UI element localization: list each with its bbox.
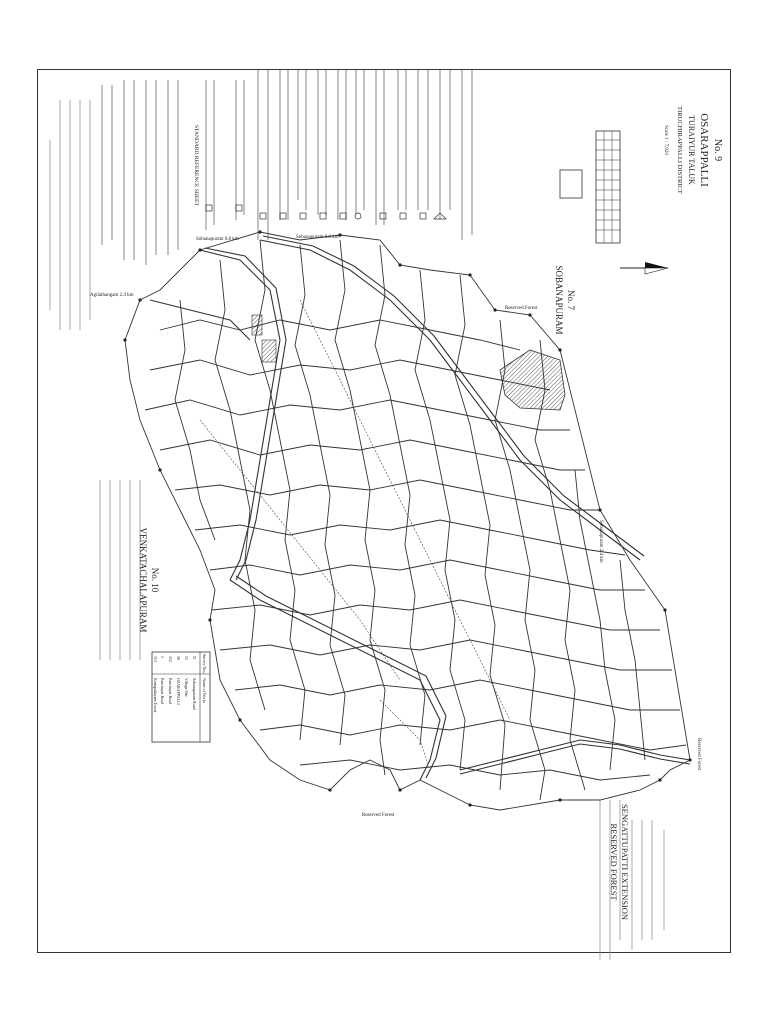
hatched-forest-area (500, 350, 565, 410)
table-cell: Panchayat Road (168, 678, 173, 704)
index-box (560, 170, 582, 198)
road-label-5: Reserved Forest (505, 306, 538, 311)
east-neighbour-line1: SENGATTUPATTI EXTENSION (620, 803, 630, 921)
table-cell: Panchayat Road (160, 678, 165, 704)
table-cell: 112 (168, 656, 173, 662)
table-cell: OSARAPPALLI (176, 678, 181, 705)
taluk-name: TURAIYUR TALUK (687, 115, 696, 185)
scale-text: Scale 1 : 7,920 (663, 125, 668, 155)
north-neighbour-number: No. 7 (566, 290, 576, 310)
west-neighbour-name: VENKATACHALAPURAM (138, 527, 148, 633)
road-label-3: Agilathangam 2.4 km (90, 293, 134, 298)
table-cell: 56 (176, 656, 181, 660)
village-number: No. 9 (712, 138, 723, 162)
table-header-survey: Survey Nos. (202, 654, 207, 674)
table-cell: Sobanapuram Road (192, 678, 197, 710)
village-site-area (252, 315, 262, 335)
road-label-6: Reserved Forest (362, 813, 395, 818)
legend-title: STANDARD REFERENCE SHEET (193, 125, 199, 206)
table-cell: 113 (153, 656, 158, 662)
road-label-7-group (696, 738, 701, 771)
north-arrow-icon (620, 262, 668, 274)
west-neighbour-label (138, 528, 160, 633)
village-name: OSARAPPALLI (698, 113, 710, 187)
north-neighbour-name: SOBANAPURAM (554, 265, 564, 335)
table-header-works: Name of Works (202, 678, 207, 704)
north-neighbour-label (554, 265, 576, 334)
table-cell: 51 (184, 656, 189, 660)
district-name: TIRUCHIRAPPALLI DISTRICT (676, 106, 683, 194)
road-label-1: Sobanapuram 0.8 km (196, 237, 239, 242)
margin-notes (50, 100, 90, 330)
east-neighbour-line2: RESERVED FOREST (609, 823, 619, 901)
scale-bar (596, 131, 620, 243)
west-neighbour-number: No. 10 (150, 567, 160, 593)
table-cell: Village Site (184, 678, 189, 697)
table-cell: N (192, 656, 197, 659)
field-parcels (145, 240, 686, 800)
survey-table (152, 652, 210, 742)
table-cell: Kottapalaiyam Forest (153, 678, 158, 713)
legend (193, 125, 199, 206)
roads (150, 236, 690, 780)
legend-lines (102, 70, 472, 265)
table-cell: 5 (160, 656, 165, 658)
compiled-notes (100, 480, 140, 660)
road-label-2: Sobanapuram 0.8 km (296, 235, 339, 240)
road-label-4-group (598, 520, 603, 563)
village-site-area-2 (262, 340, 276, 362)
title-block (663, 106, 723, 194)
road-label-7: Reserved Forest (696, 738, 701, 771)
road-label-4: Sobanapuram 2.4 km (598, 520, 603, 563)
